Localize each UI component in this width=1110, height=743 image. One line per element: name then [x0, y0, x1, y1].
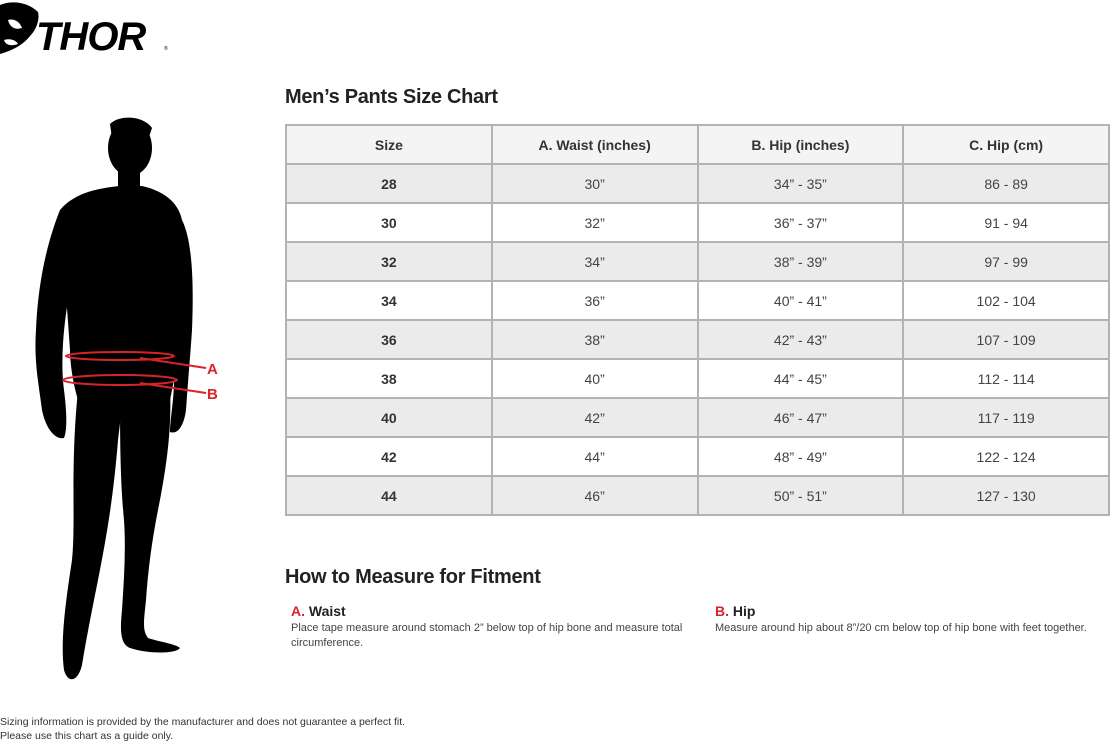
cell-hip-cm: 112 - 114 — [903, 359, 1109, 398]
measure-letter: A. — [291, 603, 305, 619]
cell-size: 40 — [286, 398, 492, 437]
measure-item-hip — [715, 603, 1110, 636]
how-to-measure-title: How to Measure for Fitment — [285, 566, 541, 588]
cell-hip-inches: 38” - 39” — [698, 242, 904, 281]
header-hip-cm: C. Hip (cm) — [903, 125, 1109, 164]
cell-waist: 32” — [492, 203, 698, 242]
cell-hip-inches: 50” - 51” — [698, 476, 904, 515]
cell-waist: 30” — [492, 164, 698, 203]
cell-waist: 34” — [492, 242, 698, 281]
size-chart-table — [285, 124, 1110, 516]
cell-hip-cm: 97 - 99 — [903, 242, 1109, 281]
cell-hip-cm: 86 - 89 — [903, 164, 1109, 203]
table-row — [286, 476, 1109, 515]
cell-hip-inches: 42” - 43” — [698, 320, 904, 359]
cell-hip-cm: 122 - 124 — [903, 437, 1109, 476]
cell-hip-inches: 46” - 47” — [698, 398, 904, 437]
table-row — [286, 281, 1109, 320]
measure-item-heading — [291, 603, 691, 619]
cell-size: 36 — [286, 320, 492, 359]
disclaimer — [0, 715, 405, 743]
cell-hip-inches: 34” - 35” — [698, 164, 904, 203]
cell-waist: 38” — [492, 320, 698, 359]
size-chart-title: Men’s Pants Size Chart — [285, 86, 498, 108]
header-size: Size — [286, 125, 492, 164]
cell-size: 28 — [286, 164, 492, 203]
cell-hip-cm: 117 - 119 — [903, 398, 1109, 437]
table-row — [286, 359, 1109, 398]
table-row — [286, 437, 1109, 476]
measure-letter: B. — [715, 603, 729, 619]
measure-description: Place tape measure around stomach 2” below top of hip bone and measure total circumference. — [291, 622, 683, 649]
cell-hip-cm: 107 - 109 — [903, 320, 1109, 359]
table-row — [286, 203, 1109, 242]
thor-logo — [0, 0, 175, 60]
cell-hip-inches: 36” - 37” — [698, 203, 904, 242]
cell-waist: 36” — [492, 281, 698, 320]
cell-waist: 42” — [492, 398, 698, 437]
header-waist: A. Waist (inches) — [492, 125, 698, 164]
cell-size: 32 — [286, 242, 492, 281]
cell-hip-cm: 102 - 104 — [903, 281, 1109, 320]
svg-text:THOR: THOR — [36, 15, 146, 59]
table-row — [286, 320, 1109, 359]
thor-helmet-logo-icon — [0, 2, 39, 54]
table-row — [286, 164, 1109, 203]
cell-waist: 44” — [492, 437, 698, 476]
cell-waist: 40” — [492, 359, 698, 398]
table-header-row — [286, 125, 1109, 164]
table-row — [286, 398, 1109, 437]
cell-hip-cm: 127 - 130 — [903, 476, 1109, 515]
svg-text:®: ® — [164, 46, 168, 52]
measure-item-heading — [715, 603, 1110, 619]
measure-item-waist — [291, 603, 691, 651]
cell-size: 34 — [286, 281, 492, 320]
measure-label: Waist — [308, 603, 346, 619]
table-row — [286, 242, 1109, 281]
cell-size: 38 — [286, 359, 492, 398]
header-hip-inches: B. Hip (inches) — [698, 125, 904, 164]
annotation-b: B — [207, 386, 218, 403]
body-silhouette-figure — [20, 110, 230, 690]
cell-size: 30 — [286, 203, 492, 242]
cell-waist: 46” — [492, 476, 698, 515]
annotation-a: A — [207, 361, 218, 378]
cell-size: 42 — [286, 437, 492, 476]
disclaimer-line-2: Please use this chart as a guide only. — [0, 730, 174, 742]
measure-description: Measure around hip about 8”/20 cm below top of hip bone with feet together. — [715, 622, 1087, 634]
cell-hip-inches: 40” - 41” — [698, 281, 904, 320]
cell-hip-inches: 44” - 45” — [698, 359, 904, 398]
measure-label: Hip — [732, 603, 756, 619]
cell-size: 44 — [286, 476, 492, 515]
cell-hip-inches: 48” - 49” — [698, 437, 904, 476]
cell-hip-cm: 91 - 94 — [903, 203, 1109, 242]
disclaimer-line-1: Sizing information is provided by the manufacturer and does not guarantee a perfect fit. — [0, 716, 406, 728]
